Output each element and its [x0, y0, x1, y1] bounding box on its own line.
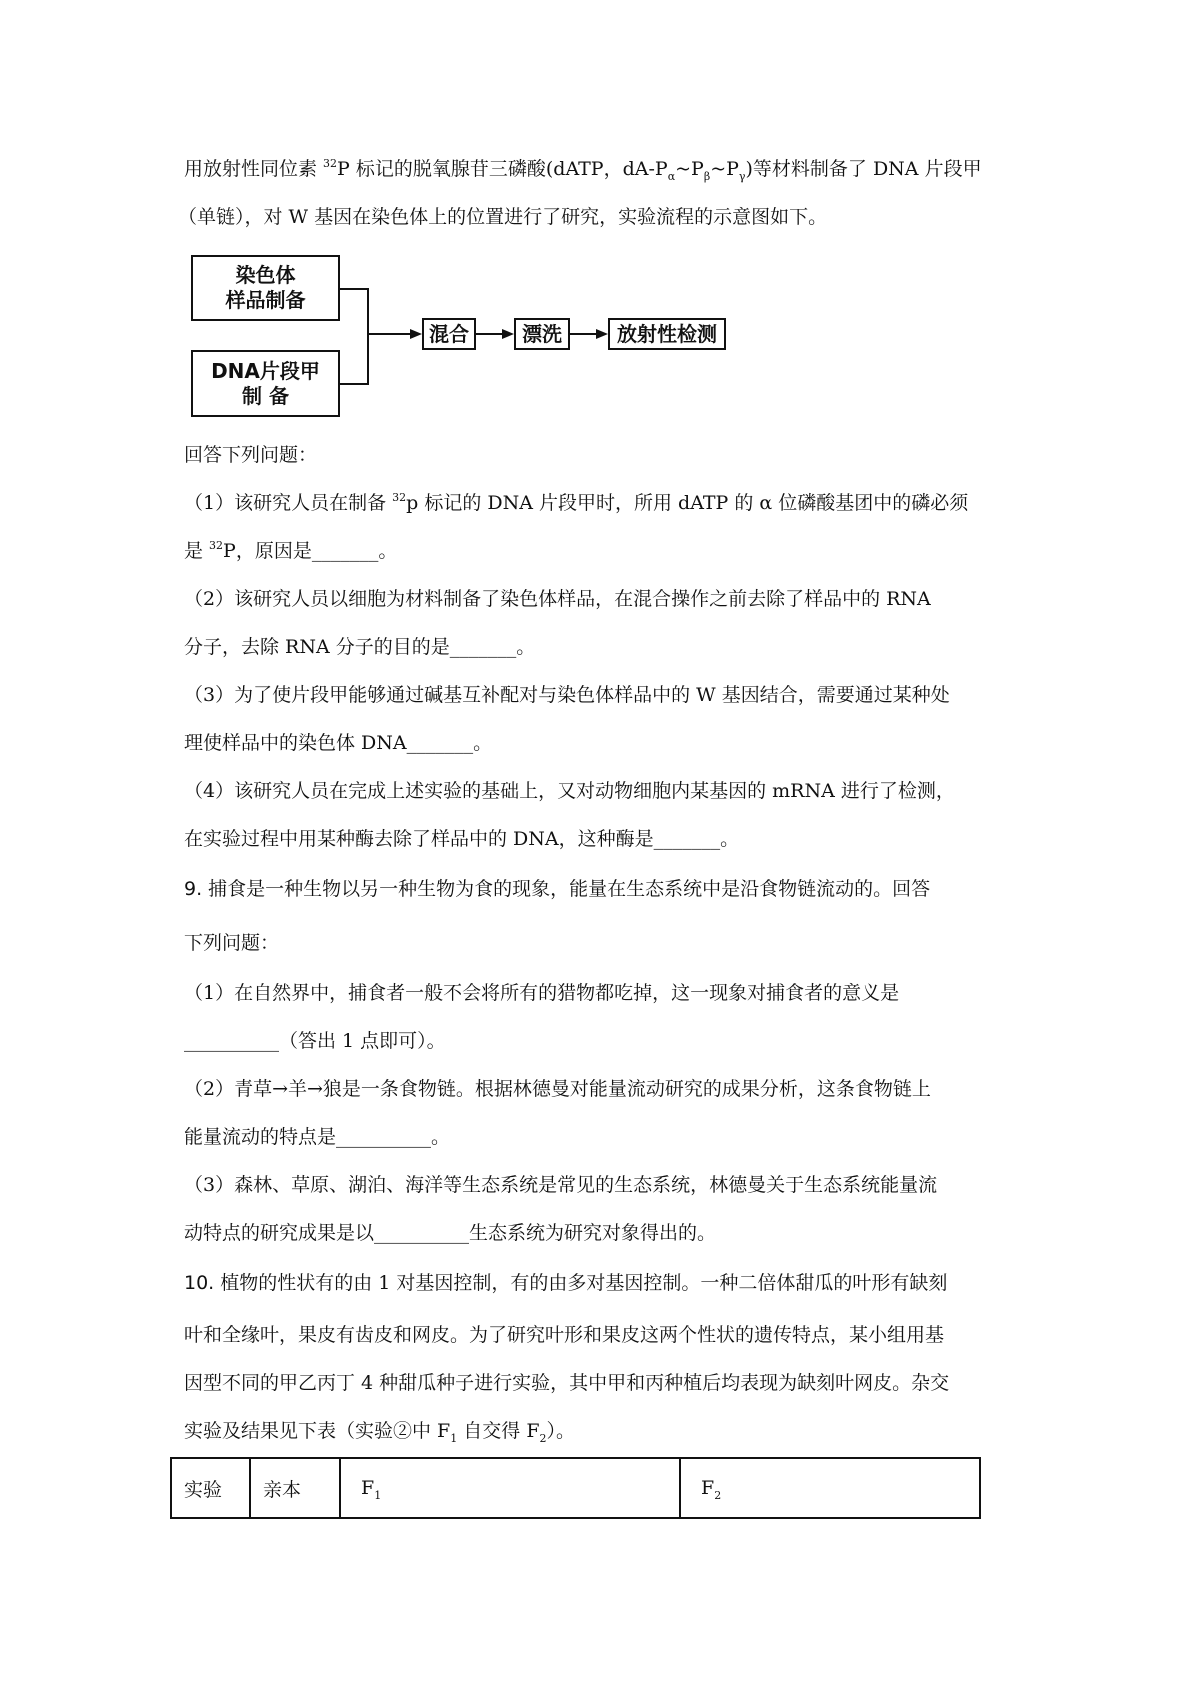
q8-text: （1）该研究人员在制备	[184, 492, 393, 514]
intro-text: )等材料制备了 DNA 片段甲	[745, 158, 982, 180]
q8-part2-line2: 分子，去除 RNA 分子的目的是_______。	[184, 636, 536, 658]
intro-line-2: （单链），对 W 基因在染色体上的位置进行了研究，实验流程的示意图如下。	[178, 206, 828, 228]
subscript: 1	[450, 1432, 458, 1445]
q10-text: 植物的性状有的由 1 对基因控制，有的由多对基因控制。一种二倍体甜瓜的叶形有缺刻	[214, 1272, 948, 1294]
question-number: 10.	[184, 1272, 215, 1294]
table-header-text: F	[361, 1477, 375, 1499]
table-header-f2	[680, 1458, 980, 1518]
table-header-experiment: 实验	[171, 1458, 250, 1518]
flow-step-label: 混合	[429, 321, 469, 346]
flow-step-detect	[608, 318, 726, 350]
q9-line-2: 下列问题：	[184, 932, 280, 954]
q8-part4-line1: （4）该研究人员在完成上述实验的基础上，又对动物细胞内某基因的 mRNA 进行了检测，	[184, 780, 955, 802]
flow-box-label: 制 备	[242, 383, 289, 408]
q9-part3-line1: （3）森林、草原、湖泊、海洋等生态系统是常见的生态系统，林德曼关于生态系统能量流	[184, 1174, 938, 1196]
q8-part2-line1: （2）该研究人员以细胞为材料制备了染色体样品，在混合操作之前去除了样品中的 RNA	[184, 588, 931, 610]
q10-line-3: 因型不同的甲乙丙丁 4 种甜瓜种子进行实验，其中甲和丙种植后均表现为缺刻叶网皮。杂交	[184, 1372, 950, 1394]
subscript: 1	[374, 1489, 382, 1502]
q10-line-1	[184, 1274, 947, 1293]
q9-part1-line2: __________（答出 1 点即可）。	[184, 1030, 446, 1052]
q8-part1-line2	[184, 539, 398, 562]
flow-step-rinse	[514, 318, 570, 350]
flow-step-label: 放射性检测	[617, 321, 717, 346]
q10-line-2: 叶和全缘叶，果皮有齿皮和网皮。为了研究叶形和果皮这两个性状的遗传特点，某小组用基	[184, 1324, 945, 1346]
q10-text: ）。	[546, 1420, 576, 1442]
superscript: 32	[323, 157, 338, 170]
table-header-f1	[340, 1458, 680, 1518]
question-number: 9.	[184, 878, 203, 900]
flow-box-label: DNA片段甲	[211, 358, 320, 383]
q9-part1-line1: （1）在自然界中，捕食者一般不会将所有的猎物都吃掉，这一现象对捕食者的意义是	[184, 982, 900, 1004]
subscript: 2	[714, 1489, 722, 1502]
intro-text: 用放射性同位素	[184, 158, 324, 180]
q8-part1-line1	[184, 491, 969, 514]
flowchart-connectors	[0, 0, 1200, 420]
subscript: γ	[738, 170, 746, 183]
q10-text: 自交得 F	[457, 1420, 540, 1442]
q9-part3-line2: 动特点的研究成果是以__________生态系统为研究对象得出的。	[184, 1222, 717, 1244]
subscript: 2	[539, 1432, 547, 1445]
table-header-row	[171, 1458, 980, 1518]
q8-text: p 标记的 DNA 片段甲时，所用 dATP 的 α 位磷酸基团中的磷必须	[406, 492, 969, 514]
flow-step-label: 漂洗	[522, 321, 562, 346]
flow-box-chromosome-prep	[191, 255, 340, 321]
intro-text: P 标记的脱氧腺苷三磷酸(dATP，dA-P	[337, 158, 668, 180]
q10-text: 实验及结果见下表（实验②中 F	[184, 1420, 451, 1442]
intro-text: ~P	[710, 158, 739, 180]
q10-line-4	[184, 1420, 576, 1445]
q9-part2-line1: （2）青草→羊→狼是一条食物链。根据林德曼对能量流动研究的成果分析，这条食物链上	[184, 1078, 931, 1100]
q8-text: 是	[184, 540, 210, 562]
q8-part3-line2: 理使样品中的染色体 DNA_______。	[184, 732, 493, 754]
subscript: α	[667, 170, 676, 183]
flow-step-mix	[422, 318, 476, 350]
flow-box-dna-fragment-prep	[191, 350, 340, 417]
q8-part4-line2: 在实验过程中用某种酶去除了样品中的 DNA，这种酶是_______。	[184, 828, 740, 850]
table-header-parent: 亲本	[250, 1458, 340, 1518]
q9-line-1	[184, 880, 930, 899]
q8-prompt: 回答下列问题：	[184, 444, 318, 466]
subscript: β	[703, 170, 711, 183]
superscript: 32	[209, 539, 224, 552]
q9-text: 捕食是一种生物以另一种生物为食的现象，能量在生态系统中是沿食物链流动的。回答	[202, 878, 931, 900]
experiment-table	[170, 1457, 981, 1519]
q8-part3-line1: （3）为了使片段甲能够通过碱基互补配对与染色体样品中的 W 基因结合，需要通过某种处	[184, 684, 950, 706]
intro-text: ~P	[675, 158, 704, 180]
flow-box-label: 染色体	[235, 263, 296, 287]
flow-box-label: 样品制备	[225, 288, 306, 312]
table-header-text: F	[701, 1477, 715, 1499]
superscript: 32	[392, 491, 407, 504]
q8-text: P，原因是_______。	[223, 540, 398, 562]
q9-part2-line2: 能量流动的特点是__________。	[184, 1126, 451, 1148]
